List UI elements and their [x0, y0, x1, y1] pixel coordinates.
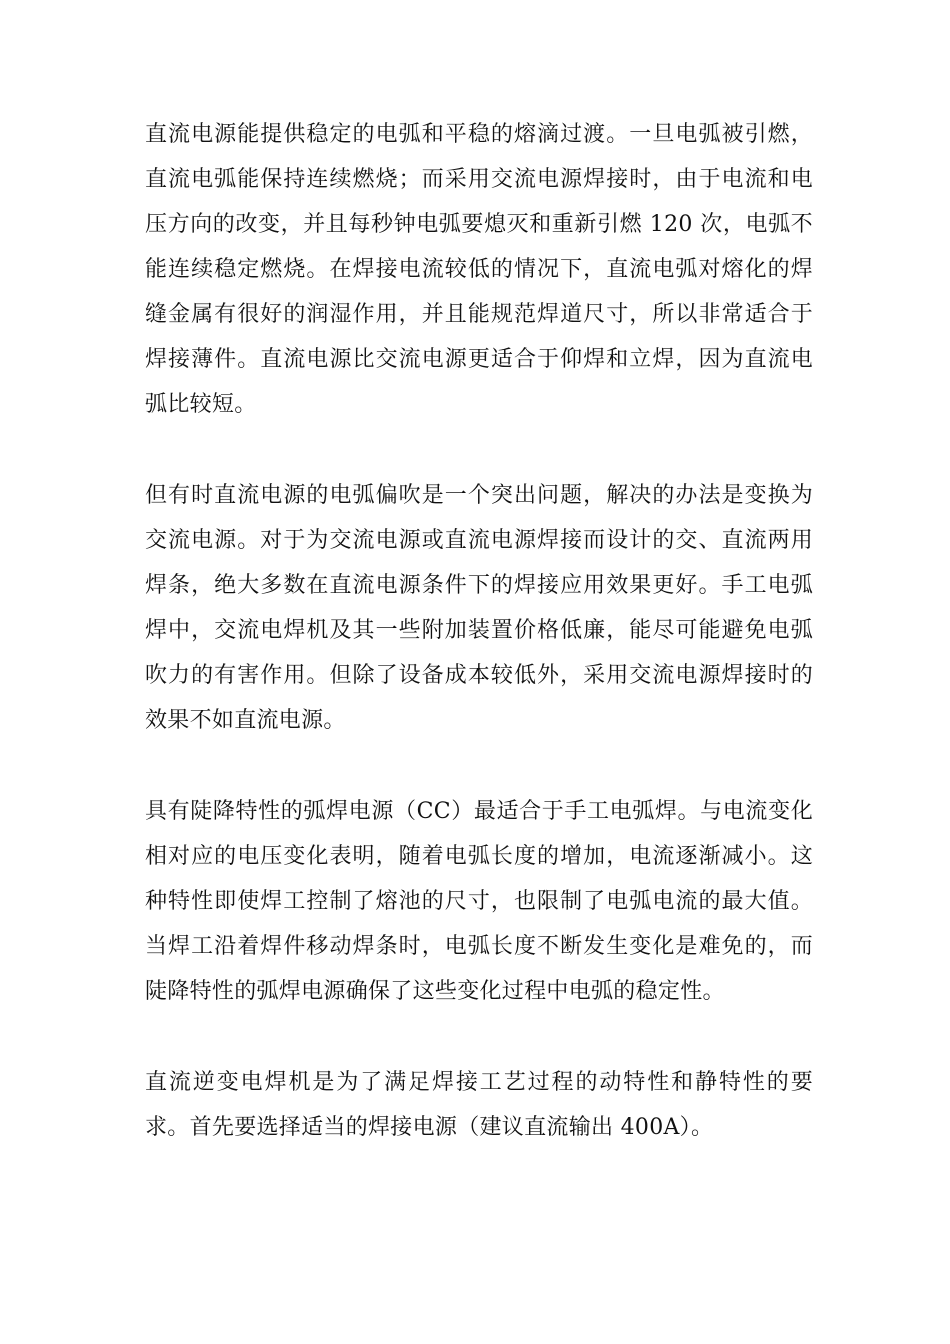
paragraph-arc-blow-ac-power: 但有时直流电源的电弧偏吹是一个突出问题，解决的办法是变换为交流电源。对于为交流电源或直流电源焊接而设计的交、直流两用焊条，绝大多数在直流电源条件下的焊接应用效果更好。手工电弧焊中，交流电焊机及其一些附加装置价格低廉，能尽可能避免电弧吹力的有害作用。但除了设备成本较低外，采用交流电源焊接时的效果不如直流电源。: [145, 483, 813, 733]
document-body: [145, 112, 813, 1150]
paragraph-inverter-welder: 直流逆变电焊机是为了满足焊接工艺过程的动特性和静特性的要求。首先要选择适当的焊接电源（建议直流输出 400A）。: [145, 1070, 813, 1140]
paragraph-dc-power-stability: 直流电源能提供稳定的电弧和平稳的熔滴过渡。一旦电弧被引燃，直流电弧能保持连续燃烧；而采用交流电源焊接时，由于电流和电压方向的改变，并且每秒钟电弧要熄灭和重新引燃 120 次，电弧不能连续稳定燃烧。在焊接电流较低的情况下，直流电弧对熔化的焊缝金属有很好的润湿作用，并且能规范焊道尺寸，所以非常适合于焊接薄件。直流电源比交流电源更适合于仰焊和立焊，因为直流电弧比较短。: [145, 122, 813, 417]
paragraph-cc-power-characteristics: 具有陡降特性的弧焊电源（CC）最适合于手工电弧焊。与电流变化相对应的电压变化表明，随着电弧长度的增加，电流逐渐减小。这种特性即使焊工控制了熔池的尺寸，也限制了电弧电流的最大值。当焊工沿着焊件移动焊条时，电弧长度不断发生变化是难免的，而陡降特性的弧焊电源确保了这些变化过程中电弧的稳定性。: [145, 799, 813, 1004]
